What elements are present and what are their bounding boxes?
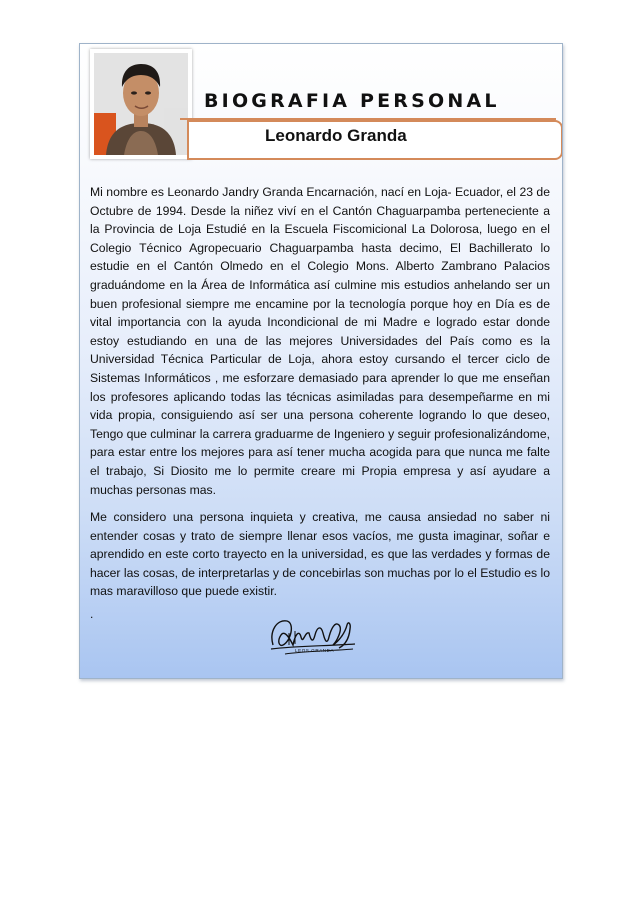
biography-card [79,43,563,679]
trailing-mark: . [90,607,94,621]
signature-text: LEOS GRANDA [295,648,335,653]
bio-paragraph: Me considero una persona inquieta y creativa, me causa ansiedad no saber ni entender cosas y trato de siempre llenar esos vacíos, me gusta imaginar, soñar e aprendido en este corto trayecto en la universidad, es que las verdades y formas de hacer las cosas, de interpretarlas y de concebirlas son muchas por lo el Estudio es lo mas maravilloso que puede existir. [90,510,550,599]
signature [265,611,360,661]
biography-text [90,183,550,610]
person-name: Leonardo Granda [265,126,407,145]
person-portrait-icon [94,53,188,155]
page-title: BIOGRAFIA PERSONAL [204,90,500,112]
profile-photo [90,49,192,159]
signature-icon [265,611,360,661]
bio-paragraph: Mi nombre es Leonardo Jandry Granda Encarnación, nací en Loja- Ecuador, el 23 de Octubre de 1994. Desde la niñez viví en el Cantón Chaguarpamba perteneciente a la Provincia de Loja Estudié en la Escuela Fiscomicional La Dolorosa, luego en el Colegio Técnico Agropecuario Chaguarpamba hasta decimo, El Bachillerato lo estudie en el Cantón Olmedo en el Colegio Mons. Alberto Zambrano Palacios graduándome en la Área de Informática así culmine mis estudios anhelando ser un buen profesional siempre me encamine por la tecnología porque hoy en Día es de vital importancia con la ayuda Incondicional de mi Madre e logrado estar donde estoy estudiando en una de las mejores Universidades del País como es la Universidad Técnica Particular de Loja, ahora estoy cursando el tercer ciclo de Sistemas Informáticos , me esforzare demasiado para aprender lo que me enseñan los profesores aplicando todas las técnicas asimiladas para desempeñarme en mi vida propia, consiguiendo así ser una persona coherente logrando lo que deseo, Tengo que culminar la carrera graduarme de Ingeniero y seguir profesionalizándome, para estar entre los mejores para así tener mucha acogida para que nunca me falte el trabajo, Si Diosito me lo permite creare mi Propia empresa y así ayudare a muchas personas mas. [90,185,550,497]
